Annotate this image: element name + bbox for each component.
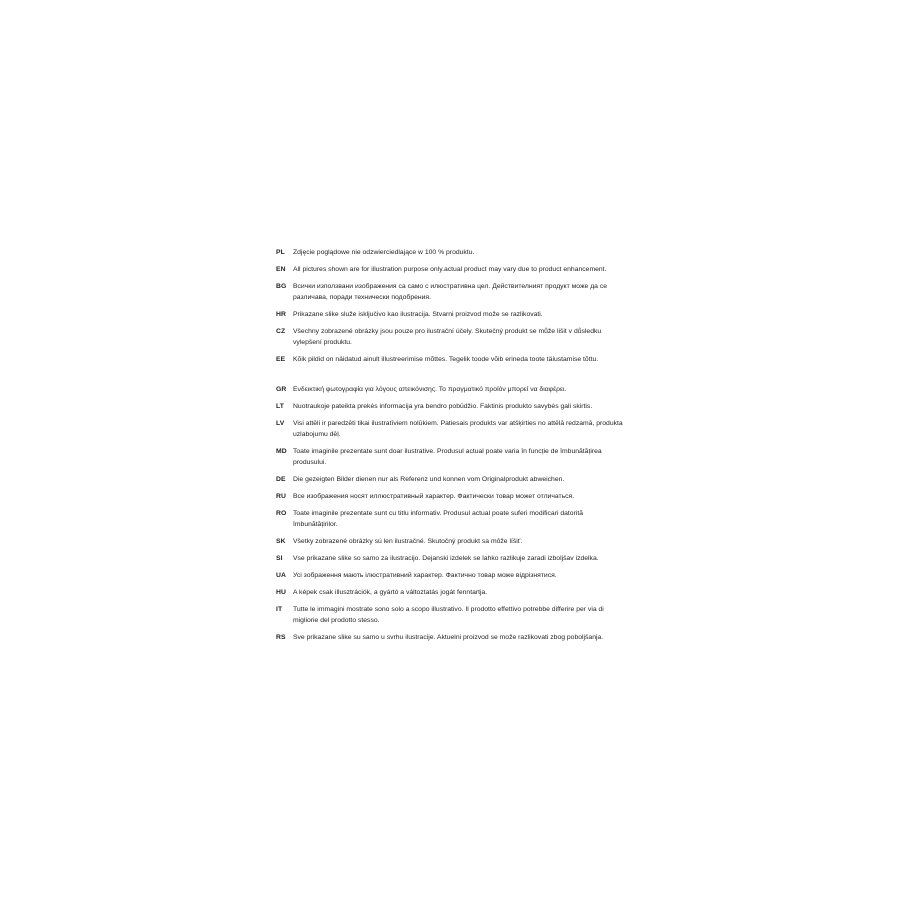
disclaimer-text: Nuotraukoje pateikta prekės informacija yra bendro pobūdžio. Faktinis produkto savybės gali skirtis. [293, 403, 593, 411]
language-code: IT [276, 606, 283, 614]
disclaimer-text: Všetky zobrazené obrázky sú len ilustračné. Skutočný produkt sa môže líšiť. [293, 537, 523, 545]
disclaimer-row [276, 509, 623, 530]
language-code: LT [276, 403, 284, 411]
language-code: DE [276, 475, 286, 483]
language-code: RU [276, 492, 287, 500]
disclaimer-text: Tutte le immagini mostrate sono solo a scopo illustrativo. Il prodotto effettivo potrebbe differire per via di migliorie del prodotto stesso. [293, 606, 604, 624]
disclaimer-row [276, 265, 623, 276]
language-code: GR [276, 386, 287, 394]
language-code: HU [276, 588, 287, 596]
disclaimer-text: Prikazane slike služe isključivo kao ilustracija. Stvarni proizvod može se razlikovati. [293, 310, 543, 318]
language-code: CZ [276, 327, 286, 335]
language-code: HR [276, 310, 287, 318]
disclaimer-row [276, 475, 623, 486]
disclaimer-text: A képek csak illusztrációk, a gyártó a változtatás jogát fenntartja. [293, 588, 488, 596]
disclaimer-row [276, 310, 623, 321]
disclaimer-text: Vse prikazane slike so samo za ilustracijo. Dejanski izdelek se lahko razlikuje zaradi izboljšav izdelka. [293, 554, 599, 562]
disclaimer-row [276, 492, 623, 503]
disclaimer-row [276, 248, 623, 259]
disclaimer-list [276, 248, 623, 650]
language-code: PL [276, 249, 285, 256]
disclaimer-row [276, 554, 623, 565]
disclaimer-text: Kõik pildid on näidatud ainult illustreerimise mõttes. Tegelik toode võib erineda toote täiustamise tõttu. [293, 355, 599, 363]
language-code: BG [276, 283, 287, 291]
disclaimer-row [276, 537, 623, 548]
disclaimer-text: Toate imaginile prezentate sunt cu titlu informativ. Produsul actual poate suferi modificari datorită îmbunătățirilor. [293, 510, 584, 528]
language-code: RO [276, 510, 287, 517]
disclaimer-row [276, 571, 623, 582]
language-code: LV [276, 420, 285, 428]
language-code: SI [276, 554, 283, 562]
disclaimer-text: Все изображения носят иллюстративный характер. Фактически товар может отличаться. [293, 492, 575, 500]
language-code: RS [276, 633, 286, 641]
disclaimer-text: All pictures shown are for illustration purpose only.actual product may vary due to product enhancement. [293, 266, 607, 274]
language-code: SK [276, 537, 286, 545]
disclaimer-row [276, 402, 623, 413]
language-code: EE [276, 355, 286, 363]
disclaimer-row [276, 588, 623, 599]
language-code: EN [276, 266, 286, 274]
disclaimer-text: Zdjęcie poglądowe nie odzwierciedlające w 100 % produktu. [293, 249, 475, 256]
disclaimer-text: Усі зображення мають ілюстративний характер. Фактично товар може відрізнятися. [293, 571, 557, 579]
disclaimer-text: Všechny zobrazené obrázky jsou pouze pro ilustrační účely. Skutečný produkt se může lišit v důsledku vylepšení produktu. [293, 327, 602, 346]
disclaimer-row [276, 355, 623, 366]
language-code: UA [276, 571, 287, 579]
disclaimer-row [276, 605, 623, 626]
disclaimer-row [276, 282, 623, 303]
disclaimer-row [276, 447, 623, 468]
disclaimer-row [276, 419, 623, 440]
disclaimer-row [276, 633, 623, 644]
disclaimer-text: Die gezeigten Bilder dienen nur als Referenz und konnen vom Originalprodukt abweichen. [293, 475, 565, 483]
disclaimer-row [276, 327, 623, 348]
language-code: MD [276, 448, 287, 456]
disclaimer-text: Ενδεικτική φωτογραφία για λόγους απεικόνισης. Το πραγματικό προϊόν μπορεί να διαφέρει. [293, 386, 567, 394]
disclaimer-text: Visi attēli ir paredzēti tikai ilustratīviem nolūkiem. Patiesais produkts var atšķirties no attēlā redzamā, produkta uzlabojumu dēļ. [293, 420, 623, 439]
disclaimer-text: Sve prikazane slike su samo u svrhu ilustracije. Aktuelni proizvod se može razlikovati zbog poboljšanja. [293, 633, 604, 641]
disclaimer-text: Всички използвани изображения са само с илюстративна цел. Действителният продукт може да се различава, поради технически подобрения. [293, 283, 608, 301]
disclaimer-row [276, 385, 623, 396]
disclaimer-text: Toate imaginile prezentate sunt doar ilustrative. Produsul actual poate varia în funcție de îmbunătățirea produsului. [293, 448, 602, 466]
